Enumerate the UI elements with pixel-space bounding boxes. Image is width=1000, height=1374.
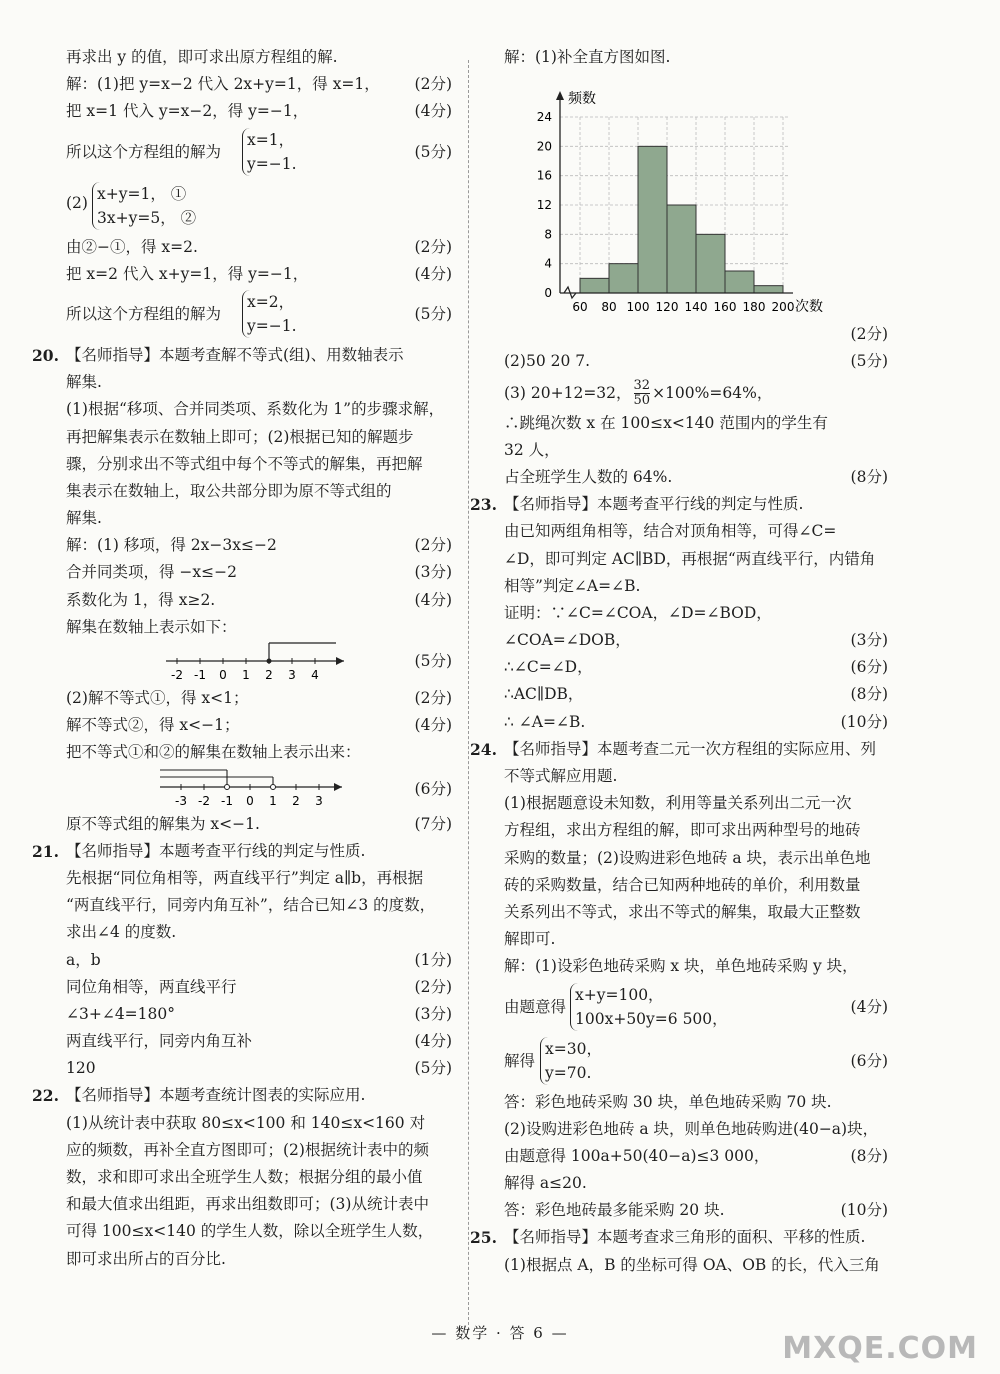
score: (5分) [414, 304, 452, 323]
x-tick-label: 200 [771, 300, 795, 315]
text-line: ∠D，即可判定 AC∥BD，再根据“两直线平行，内错角 [504, 549, 876, 568]
solution-step: 由②−①，得 x=2. [66, 237, 198, 256]
text-line: (2)解不等式①，得 x<1； (2分) [66, 685, 452, 712]
y-axis-label: 频数 [568, 91, 596, 108]
text-line: 解得 a≤20. [504, 1174, 587, 1193]
score: (10分) [840, 1201, 888, 1220]
text-line: 应的频数，再补全直方图即可；(2)根据统计表中的频 [66, 1140, 429, 1159]
text-line: 证明：∵∠C=∠COA，∠D=∠BOD， [504, 603, 772, 622]
text-line: ∠COA=∠DOB， (3分) [504, 627, 888, 654]
number-line-tick-label: -1 [221, 793, 233, 808]
system-eq: x+y=100， [575, 985, 664, 1004]
text-line: ∠3+∠4=180° (3分) [66, 1001, 452, 1028]
text-line: 骤，分别求出不等式组中每个不等式的解集，再把解 [66, 454, 423, 473]
text-line: 解：(1) 移项，得 2x−3x≤−2 (2分) [66, 532, 452, 559]
equation-system [504, 1035, 888, 1089]
score: (2分) [414, 75, 452, 94]
text-line: 再把解集表示在数轴上即可；(2)根据已知的解题步 [66, 427, 414, 446]
text-line: 两直线平行，同旁内角互补 (4分) [66, 1028, 452, 1055]
x-tick-label: 180 [742, 300, 766, 315]
score: (5分) [414, 142, 452, 161]
fraction: $\frac{32}{50}$ [633, 378, 651, 409]
system-label: 由题意得 [504, 997, 567, 1016]
text-line: 解不等式②，得 x<−1； (4分) [66, 712, 452, 739]
text-line: 答：彩色地砖采购 30 块，单色地砖采购 70 块. [504, 1092, 832, 1111]
number-line-tick-label: -3 [175, 793, 187, 808]
score: (2分) [414, 689, 452, 707]
text-line: (3) 20+12=32， $\frac{32}{50}$ ×100%=64%， [504, 378, 773, 409]
text-line: 解集. [66, 509, 102, 528]
number-line-tick-label: 2 [292, 793, 300, 808]
text-line: 先根据“同位角相等，两直线平行”判定 a∥b，再根据 [66, 868, 424, 887]
score: (7分) [414, 814, 452, 833]
system-eq: 3x+y=5， ② [97, 208, 197, 227]
text-line: 可得 100≤x<140 的学生人数，除以全班学生人数， [66, 1222, 434, 1241]
histogram-bar [725, 271, 754, 293]
score: (8分) [850, 1146, 888, 1165]
text-line: 由题意得 100a+50(40−a)≤3 000， (8分) [504, 1143, 888, 1170]
text-line [66, 261, 452, 288]
text-line: ∴AC∥DB， (8分) [504, 681, 888, 708]
text-line: 由已知两组角相等，结合对顶角相等，可得∠C= [504, 522, 837, 541]
score: (4分) [414, 102, 452, 121]
text-line: ∴ ∠A=∠B. (10分) [504, 709, 888, 736]
histogram-bar [609, 264, 638, 293]
system-brace [92, 182, 196, 230]
question-number: 20. [32, 345, 59, 365]
system-eq: x=1， [247, 130, 295, 149]
system-brace [540, 1037, 602, 1085]
text-line: (1)从统计表中获取 80≤x<100 和 140≤x<160 对 [66, 1113, 426, 1132]
score: (10分) [840, 712, 888, 731]
system-brace [570, 983, 728, 1031]
score: (3分) [414, 1004, 452, 1023]
text-line: 数，求和即可求出全班学生人数；根据分组的最小值 [66, 1168, 423, 1186]
text-line: “两直线平行，同旁内角互补”，结合已知∠3 的度数， [66, 896, 436, 915]
text-line: (2)50 20 7. (5分) [504, 348, 888, 375]
text-line: 解：(1)补全直方图如图. [504, 48, 671, 66]
score: (6分) [414, 779, 452, 798]
number-line-tick-label: 3 [288, 668, 296, 682]
number-line-tick-label: -2 [171, 668, 183, 682]
question-number: 21. [32, 841, 59, 861]
y-tick-label: 8 [544, 227, 552, 242]
text-line: 解：(1)设彩色地砖采购 x 块，单色地砖采购 y 块， [504, 957, 858, 976]
y-axis-arrow [556, 91, 564, 100]
equation-system [504, 981, 888, 1035]
x-tick-label: 160 [713, 300, 737, 315]
number-line-tick-label: -1 [194, 668, 206, 682]
text-line: 答：彩色地砖最多能采购 20 块. (10分) [504, 1197, 888, 1224]
score: (4分) [414, 590, 452, 609]
question-24-heading: 24. 【名师指导】本题考查二元一次方程组的实际应用、列 [504, 736, 888, 763]
number-line-2 [66, 767, 452, 811]
question-22-heading: 22. 【名师指导】本题考查统计图表的实际应用. [66, 1082, 452, 1109]
text-line: 把不等式①和②的解集在数轴上表示出来： [66, 743, 361, 762]
text-line: 解集在数轴上表示如下： [66, 617, 237, 636]
text-line: 即可求出所占的百分比. [66, 1249, 226, 1268]
y-tick-label: 4 [544, 256, 552, 271]
text-line: (2)设购进彩色地砖 a 块，则单色地砖购进(40−a)块， [504, 1119, 879, 1138]
text-line: 和最大值求出组距，再求出组数即可；(3)从统计表中 [66, 1195, 429, 1214]
text-line: 120 (5分) [66, 1055, 452, 1082]
number-line-tick-label: 1 [269, 793, 277, 808]
text-line [66, 98, 452, 125]
score: (4分) [850, 997, 888, 1016]
number-line-tick-label: 0 [219, 668, 227, 682]
score: (4分) [414, 264, 452, 283]
x-tick-label: 100 [626, 300, 650, 315]
text-line [504, 321, 888, 348]
text-line: 集表示在数轴上，取公共部分即为原不等式组的 [66, 481, 392, 500]
score: (6分) [850, 1051, 888, 1070]
text-line: 原不等式组的解集为 x<−1. (7分) [66, 811, 452, 838]
column-divider [468, 60, 469, 1330]
question-number: 22. [32, 1086, 59, 1106]
question-number: 25. [470, 1228, 497, 1248]
question-25-heading: 25. 【名师指导】本题考查求三角形的面积、平移的性质. [504, 1224, 888, 1251]
text-line: 占全班学生人数的 64%. (8分) [504, 464, 888, 491]
number-line-tick-label: 1 [242, 668, 250, 682]
text-line: 关系列出不等式，求出不等式的解集，取最大正整数 [504, 902, 861, 921]
system-eq: x=2， [247, 292, 295, 311]
text-line: a，b (1分) [66, 947, 452, 974]
score: (5分) [414, 1059, 452, 1078]
score: (3分) [414, 563, 452, 582]
number-line-tick-label: 2 [265, 668, 273, 682]
text-line: 采购的数量；(2)设购进彩色地砖 a 块，表示出单色地 [504, 848, 871, 867]
system-brace [242, 128, 297, 176]
score: (8分) [850, 467, 888, 486]
score: (6分) [850, 658, 888, 677]
equation-system [66, 288, 452, 342]
text-line: ∴跳绳次数 x 在 100≤x<140 范围内的学生有 [504, 413, 828, 432]
histogram-bar [696, 235, 725, 294]
text-line: 32 人， [504, 440, 560, 459]
y-tick-label: 0 [544, 286, 552, 301]
y-tick-label: 20 [536, 139, 552, 154]
score: (5分) [850, 352, 888, 371]
system-brace [242, 290, 297, 338]
text-line: 砖的采购数量，结合已知两种地砖的单价，利用数量 [504, 875, 861, 894]
number-line-tick-label: -2 [198, 793, 210, 808]
score: (8分) [850, 685, 888, 704]
score: (4分) [414, 716, 452, 735]
number-line-tick-label: 4 [311, 668, 319, 682]
solution-step: 解：(1)把 y=x−2 代入 2x+y=1，得 x=1， [66, 75, 380, 94]
question-23-heading: 23. 【名师指导】本题考查平行线的判定与性质. [504, 491, 888, 518]
histogram-bar [638, 147, 667, 294]
system-label: 所以这个方程组的解为 [66, 142, 222, 161]
text-line: 系数化为 1，得 x≥2. (4分) [66, 587, 452, 614]
text-line: 求出∠4 的度数. [66, 923, 177, 942]
y-tick-label: 16 [536, 168, 552, 183]
histogram [504, 71, 888, 321]
score: (2分) [414, 237, 452, 256]
text-line: (1)根据题意设未知数，利用等量关系列出二元一次 [504, 794, 852, 813]
number-line-tick-label: 3 [315, 793, 323, 808]
solution-step: 把 x=1 代入 y=x−2，得 y=−1， [66, 102, 309, 121]
text-line [66, 234, 452, 261]
question-20-heading: 20. 【名师指导】本题考查解不等式(组)、用数轴表示 [66, 342, 452, 369]
histogram-bar [580, 279, 609, 294]
x-tick-label: 80 [601, 300, 617, 315]
number-line-1 [66, 641, 452, 685]
watermark-logo: MXQE.COM [782, 1331, 978, 1366]
text-line: 解集. [66, 373, 102, 392]
question-number: 24. [470, 739, 497, 759]
x-tick-label: 60 [572, 300, 588, 315]
page-footer: — 数学 · 答 6 — [431, 1324, 569, 1342]
x-tick-label: 120 [655, 300, 679, 315]
number-line-2-svg [146, 767, 346, 811]
x-tick-label: 140 [684, 300, 708, 315]
y-tick-label: 12 [536, 198, 552, 213]
score: (2分) [414, 977, 452, 996]
text-line: (1)根据点 A，B 的坐标可得 OA、OB 的长，代入三角 [504, 1255, 880, 1274]
left-column [32, 44, 452, 1273]
x-axis-label: 次数 [795, 299, 823, 316]
text-line: 相等”判定∠A=∠B. [504, 576, 641, 595]
number-line-tick-label: 0 [246, 793, 254, 808]
text-line [66, 71, 452, 98]
y-tick-label: 24 [536, 110, 552, 125]
system-eq: x+y=1， ① [97, 184, 187, 203]
solution-step: 把 x=2 代入 x+y=1，得 y=−1， [66, 264, 309, 283]
score: (1分) [414, 950, 452, 969]
equation-system [66, 180, 452, 234]
score: (2分) [414, 536, 452, 555]
equation-system [66, 126, 452, 180]
system-label: 解得 [504, 1051, 536, 1070]
question-number: 23. [470, 495, 497, 515]
text-line: 合并同类项，得 −x≤−2 (3分) [66, 559, 452, 586]
score: (2分) [850, 325, 888, 344]
question-21-heading: 21. 【名师指导】本题考查平行线的判定与性质. [66, 838, 452, 865]
score: (5分) [414, 652, 452, 670]
histogram-svg [504, 71, 888, 321]
text-line: 不等式解应用题. [504, 767, 618, 785]
text-line: 解即可. [504, 930, 556, 949]
text-line: (1)根据“移项、合并同类项、系数化为 1”的步骤求解， [66, 400, 445, 419]
score: (4分) [414, 1032, 452, 1051]
text-line: ∴∠C=∠D， (6分) [504, 654, 888, 681]
system-label: (2) [66, 193, 88, 212]
system-eq: y=−1. [247, 316, 297, 335]
system-eq: y=−1. [247, 154, 297, 173]
histogram-bar [754, 286, 783, 293]
text-line: 再求出 y 的值，即可求出原方程组的解. [66, 48, 338, 66]
score: (3分) [850, 631, 888, 650]
text-line: 同位角相等，两直线平行 (2分) [66, 974, 452, 1001]
system-eq: x=30， [545, 1039, 602, 1058]
text-line: 方程组，求出方程组的解，即可求出两种型号的地砖 [504, 821, 861, 840]
system-label: 所以这个方程组的解为 [66, 304, 222, 323]
histogram-bar [667, 205, 696, 293]
right-column [470, 44, 888, 1279]
system-eq: y=70. [545, 1063, 592, 1082]
system-eq: 100x+50y=6 500， [575, 1009, 728, 1028]
number-line-1-svg [146, 641, 346, 685]
